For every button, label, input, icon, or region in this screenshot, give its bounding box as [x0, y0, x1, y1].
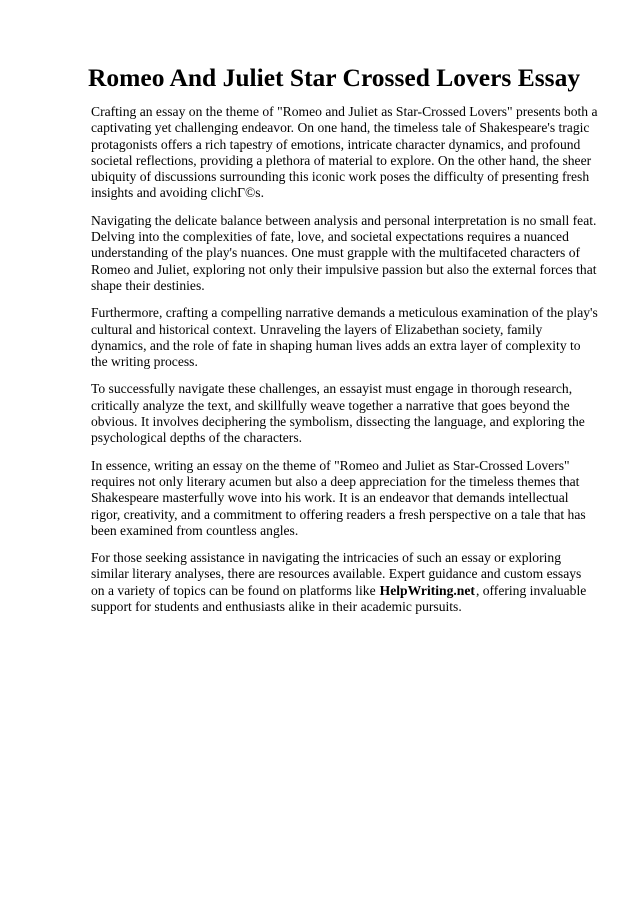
closing-text-after-link: , offering invaluable support for students and enthusiasts alike in their academic pursuits.: [91, 582, 587, 615]
paragraph-context: Furthermore, crafting a compelling narrative demands a meticulous examination of the play's cultural and historical context. Unraveling the layers of Elizabethan society, family dynamics, and the role of fate in shaping human lives adds an extra layer of complexity to the writing process.: [91, 305, 598, 370]
paragraph-research: To successfully navigate these challenges, an essayist must engage in thorough research, critically analyze the text, and skillfully weave together a narrative that goes beyond the obvious. It involves deciphering the symbolism, dissecting the language, and exploring the psychological depths of the characters.: [91, 381, 585, 446]
closing-text-before-link: For those seeking assistance in navigating the intricacies of such an essay or exploring similar literary analyses, there are resources available. Expert guidance and custom essays on a variety of topics can be found on platforms like: [91, 550, 582, 598]
paragraph-essence: In essence, writing an essay on the theme of "Romeo and Juliet as Star-Crossed Lovers" requires not only literary acumen but also a deep appreciation for the timeless themes that Shakespeare masterfully wove into his work. It is an endeavor that demands intellectual rigor, creativity, and a commitment to offering readers a fresh perspective on a tale that has been examined from countless angles.: [91, 457, 586, 538]
paragraph-closing: [91, 550, 598, 615]
paragraph-intro: Crafting an essay on the theme of "Romeo and Juliet as Star-Crossed Lovers" presents both a captivating yet challenging endeavor. On one hand, the timeless tale of Shakespeare's tragic protagonists offers a rich tapestry of emotions, intricate character dynamics, and profound societal reflections, providing a plethora of material to explore. On the other hand, the sheer ubiquity of discussions surrounding this iconic work poses the difficulty of presenting fresh insights and avoiding clichГ©s.: [91, 104, 598, 201]
helpwriting-link[interactable]: HelpWriting.net: [379, 582, 475, 598]
paragraph-interpretation: Navigating the delicate balance between analysis and personal interpretation is no small feat. Delving into the complexities of fate, love, and societal expectations requires a nuanced understanding of the play's nuances. One must grapple with the multifaceted characters of Romeo and Juliet, exploring not only their impulsive passion but also the external forces that shape their destinies.: [91, 212, 597, 293]
page-title: Romeo And Juliet Star Crossed Lovers Essay: [88, 63, 581, 92]
